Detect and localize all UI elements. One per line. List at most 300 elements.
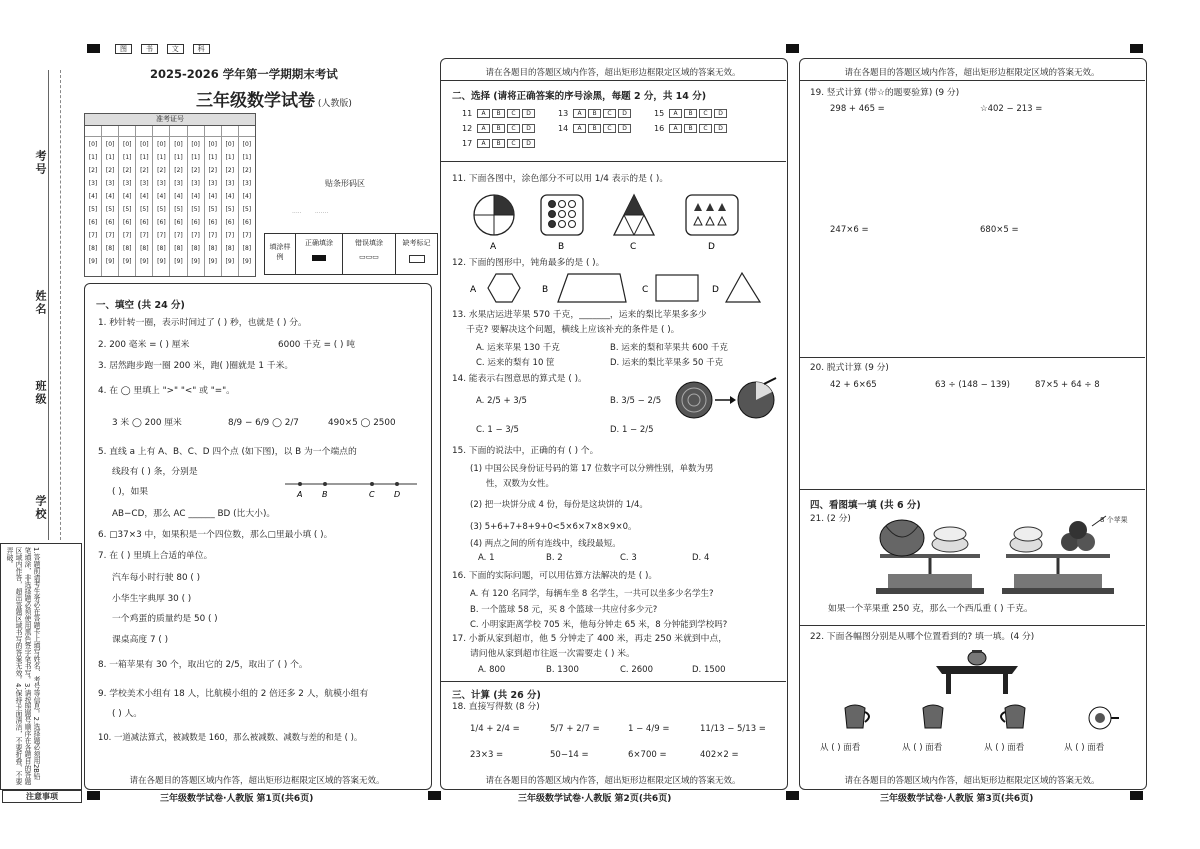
ticket-digit-bubble[interactable]: [7]	[225, 232, 235, 239]
ticket-digit-write-box[interactable]	[136, 128, 152, 137]
ticket-digit-bubble[interactable]: [1]	[242, 154, 252, 161]
table-teapot-icon	[932, 648, 1022, 698]
omr-question-number: 11	[462, 109, 473, 118]
ticket-digit-bubble[interactable]: [3]	[140, 180, 149, 187]
point-a	[298, 482, 302, 486]
omr-question	[462, 108, 536, 119]
ticket-digit-bubble[interactable]: [6]	[225, 219, 235, 226]
q15-stmt: (1) 中国公民身份证号码的第 17 位数字可以分辨性别，单数为男	[470, 464, 714, 474]
figure-b	[541, 195, 583, 235]
ticket-digit-bubble[interactable]: [5]	[242, 206, 252, 213]
ticket-digit-bubble[interactable]: [2]	[88, 167, 98, 174]
ticket-digit-bubble[interactable]: [2]	[122, 167, 132, 174]
omr-question	[462, 138, 536, 149]
q5a: 5. 直线 a 上有 A、B、C、D 四个点 (如下图)，以 B 为一个端点的	[98, 447, 357, 457]
point-label: A	[297, 490, 303, 499]
ticket-digit-bubble[interactable]: [3]	[191, 180, 200, 187]
q12-figures	[470, 271, 770, 307]
q7d: 课桌高度 7 ( )	[112, 635, 169, 645]
q4a: 3 米 ◯ 200 厘米	[112, 418, 182, 428]
omr-bubble[interactable]: B	[588, 109, 601, 118]
edition: (人教版)	[317, 99, 352, 109]
ticket-digit-bubble[interactable]: [0]	[105, 141, 115, 148]
ticket-digit-bubble[interactable]: [7]	[208, 232, 217, 239]
ticket-digit-bubble[interactable]: [3]	[225, 180, 235, 187]
ticket-digit-bubble[interactable]: [4]	[105, 193, 115, 200]
tag: 书	[141, 44, 158, 54]
area-note: 请在各题目的答题区域内作答，超出矩形边框限定区域的答案无效。	[844, 68, 1100, 78]
omr-bubble[interactable]: D	[522, 109, 535, 118]
omr-bubble[interactable]: A	[669, 109, 682, 118]
teapot-views	[835, 700, 1125, 736]
fill-wrong	[343, 234, 396, 274]
omr-question-number: 14	[558, 124, 569, 133]
ticket-digit-bubble[interactable]: [5]	[140, 206, 149, 213]
hexagon	[488, 274, 520, 302]
ticket-column	[102, 126, 119, 276]
fill-example-table	[264, 233, 438, 275]
omr-bubble[interactable]: D	[618, 109, 631, 118]
ticket-digit-bubble[interactable]: [4]	[122, 193, 132, 200]
ticket-digit-bubble[interactable]: [8]	[208, 245, 217, 252]
fig-label: D	[708, 242, 715, 252]
omr-question	[558, 123, 632, 134]
divider	[799, 80, 1145, 81]
omr-bubble[interactable]: B	[492, 109, 505, 118]
area-note: 请在各题目的答题区域内作答，超出矩形边框限定区域的答案无效。	[485, 68, 741, 78]
barcode-label: 贴条形码区	[325, 179, 365, 188]
ticket-digit-bubble[interactable]: [5]	[122, 206, 132, 213]
ticket-digit-bubble[interactable]: [3]	[122, 180, 132, 187]
q3: 3. 居然跑步跑一圈 200 米，跑( )圈就是 1 千米。	[98, 361, 294, 371]
ticket-digit-write-box[interactable]	[222, 128, 238, 137]
tag: 科	[193, 44, 210, 54]
ticket-digit-bubble[interactable]: [5]	[208, 206, 217, 213]
omr-bubble[interactable]: B	[684, 124, 697, 133]
q22: 22. 下面各幅图分别是从哪个位置看到的? 填一填。(4 分)	[810, 632, 1035, 642]
omr-bubble[interactable]: C	[507, 139, 520, 148]
omr-bubble[interactable]: D	[618, 124, 631, 133]
ticket-digit-bubble[interactable]: [4]	[157, 193, 166, 200]
q20c: 87×5 + 64 ÷ 8	[1035, 380, 1100, 390]
ticket-digit-bubble[interactable]: [0]	[208, 141, 217, 148]
ticket-digit-bubble[interactable]: [4]	[242, 193, 252, 200]
q4: 4. 在 ◯ 里填上 ">" "<" 或 "="。	[98, 386, 235, 396]
area-note: 请在各题目的答题区域内作答，超出矩形边框限定区域的答案无效。	[485, 776, 741, 786]
q6: 6. □37×3 中，如果积是一个四位数，那么□里最小填 ( )。	[98, 530, 333, 540]
q14: 14. 能表示右图意思的算式是 ( )。	[452, 374, 587, 384]
q19d: 680×5 =	[980, 225, 1019, 235]
calc-item: 6×700 =	[628, 750, 667, 760]
ticket-column	[170, 126, 187, 276]
q7c: 一个鸡蛋的质量约是 50 ( )	[112, 614, 218, 624]
ticket-digit-write-box[interactable]	[205, 128, 221, 137]
ticket-digit-bubble[interactable]: [9]	[208, 258, 217, 265]
ticket-digit-bubble[interactable]: [8]	[225, 245, 235, 252]
teapot-view-icon	[923, 705, 943, 728]
ticket-digit-bubble[interactable]: [8]	[105, 245, 115, 252]
class-label: 班级	[34, 380, 47, 406]
omr-bubble[interactable]: A	[477, 139, 490, 148]
q15-stmt: 性，双数为女性。	[486, 479, 555, 489]
omr-question-number: 13	[558, 109, 569, 118]
calc-item: 402×2 =	[700, 750, 739, 760]
ticket-digit-bubble[interactable]: [7]	[157, 232, 166, 239]
omr-bubble[interactable]: D	[522, 139, 535, 148]
ticket-label: 准考证号	[85, 114, 255, 126]
q4c: 490×5 ◯ 2500	[328, 418, 396, 428]
ticket-digit-bubble[interactable]: [4]	[140, 193, 149, 200]
omr-bubble[interactable]: A	[573, 109, 586, 118]
omr-bubble[interactable]: D	[522, 124, 535, 133]
ticket-digit-bubble[interactable]: [8]	[174, 245, 183, 252]
ticket-digit-bubble[interactable]: [1]	[174, 154, 183, 161]
omr-bubble[interactable]: D	[714, 124, 727, 133]
q10: 10. 一道减法算式，被减数是 160，那么被减数、减数与差的和是 ( )。	[98, 732, 363, 742]
ticket-digit-bubble[interactable]: [9]	[122, 258, 132, 265]
ticket-digit-bubble[interactable]: [0]	[140, 141, 149, 148]
fig-label: C	[630, 242, 637, 252]
ticket-digit-write-box[interactable]	[239, 128, 255, 137]
ticket-digit-bubble[interactable]: [3]	[174, 180, 183, 187]
point-d	[395, 482, 399, 486]
ticket-digit-bubble[interactable]: [8]	[122, 245, 132, 252]
point-label: C	[369, 490, 375, 499]
ticket-digit-bubble[interactable]: [7]	[88, 232, 98, 239]
fill-wrong-label: 错误填涂	[355, 239, 383, 247]
omr-bubble[interactable]: A	[477, 109, 490, 118]
ticket-column	[205, 126, 222, 276]
filled-box	[312, 255, 326, 261]
fig-label: D	[712, 285, 719, 295]
q15-opt: B. 2	[546, 553, 563, 563]
ticket-digit-bubble[interactable]: [7]	[105, 232, 115, 239]
teapot-view-icon	[845, 705, 869, 728]
q13b: 千克? 要解决这个问题，横线上应该补充的条件是 ( )。	[466, 325, 680, 335]
ticket-digit-bubble[interactable]: [1]	[208, 154, 217, 161]
q13-opt: A. 运来苹果 130 千克	[476, 343, 560, 353]
q16: 16. 下面的实际问题，可以用估算方法解决的是 ( )。	[452, 571, 658, 581]
ticket-digit-bubble[interactable]: [6]	[191, 219, 200, 226]
ticket-digit-bubble[interactable]: [7]	[191, 232, 200, 239]
q15-opt: C. 3	[620, 553, 637, 563]
ticket-digit-bubble[interactable]: [4]	[191, 193, 200, 200]
notice-box	[0, 543, 82, 790]
corner-mark	[786, 791, 799, 800]
ticket-digit-bubble[interactable]: [0]	[191, 141, 200, 148]
ticket-digit-bubble[interactable]: [2]	[157, 167, 166, 174]
omr-bubble[interactable]: D	[714, 109, 727, 118]
ticket-digit-bubble[interactable]: [6]	[122, 219, 132, 226]
ticket-digit-bubble[interactable]: [2]	[225, 167, 235, 174]
ticket-digit-bubble[interactable]: [8]	[191, 245, 200, 252]
omr-row	[462, 123, 782, 134]
fig-label: A	[490, 242, 497, 252]
ticket-digit-bubble[interactable]: [4]	[208, 193, 217, 200]
q2a: 2. 200 毫米 = ( ) 厘米	[98, 340, 190, 350]
ticket-digit-bubble[interactable]: [5]	[191, 206, 200, 213]
ticket-digit-bubble[interactable]: [5]	[88, 206, 98, 213]
ticket-digit-bubble[interactable]: [1]	[88, 154, 98, 161]
ticket-digit-bubble[interactable]: [0]	[88, 141, 98, 148]
ticket-digit-write-box[interactable]	[153, 128, 169, 137]
ticket-digit-bubble[interactable]: [2]	[191, 167, 200, 174]
q14-opt: D. 1 − 2/5	[610, 425, 654, 435]
ticket-digit-bubble[interactable]: [9]	[157, 258, 166, 265]
seal-line-dashed	[60, 70, 61, 540]
divider	[799, 489, 1145, 490]
calc-item: 5/7 + 2/7 =	[550, 724, 600, 734]
omr-bubble[interactable]: B	[684, 109, 697, 118]
q20: 20. 脱式计算 (9 分)	[810, 363, 889, 373]
ticket-digit-write-box[interactable]	[85, 128, 101, 137]
corner-mark	[87, 44, 100, 53]
omr-question	[654, 108, 728, 119]
area-note: 请在各题目的答题区域内作答，超出矩形边框限定区域的答案无效。	[844, 776, 1100, 786]
point-label: B	[322, 490, 328, 499]
ticket-digit-bubble[interactable]: [6]	[174, 219, 183, 226]
omr-question-number: 15	[654, 109, 665, 118]
omr-bubble[interactable]: C	[507, 109, 520, 118]
q5c: ( )，如果	[112, 487, 149, 497]
q15-opt: D. 4	[692, 553, 710, 563]
sec4-title: 四、看图填一填 (共 6 分)	[810, 500, 921, 511]
ticket-digit-bubble[interactable]: [9]	[105, 258, 115, 265]
ticket-digit-bubble[interactable]: [9]	[174, 258, 183, 265]
tag: 图	[115, 44, 132, 54]
ticket-digit-bubble[interactable]: [0]	[242, 141, 252, 148]
ticket-digit-bubble[interactable]: [8]	[242, 245, 252, 252]
q9b: ( ) 人。	[112, 709, 143, 719]
omr-bubble[interactable]: C	[603, 109, 616, 118]
q17a: 17. 小新从家到超市，他 5 分钟走了 400 米，再走 250 米就到中点，	[452, 634, 728, 644]
ticket-digit-bubble[interactable]: [9]	[191, 258, 200, 265]
q13a: 13. 水果店运进苹果 570 千克，_______，运来的梨比苹果多多少	[452, 310, 707, 320]
ticket-digit-bubble[interactable]: [7]	[140, 232, 149, 239]
omr-row	[462, 108, 782, 119]
ticket-digit-bubble[interactable]: [1]	[157, 154, 166, 161]
ticket-digit-bubble[interactable]: [9]	[225, 258, 235, 265]
ticket-digit-bubble[interactable]: [9]	[88, 258, 98, 265]
ticket-digit-bubble[interactable]: [0]	[225, 141, 235, 148]
calc-item: 50−14 =	[550, 750, 589, 760]
ticket-digit-bubble[interactable]: [1]	[105, 154, 115, 161]
omr-question	[654, 123, 728, 134]
omr-bubble[interactable]: A	[669, 124, 682, 133]
q14-opt: B. 3/5 − 2/5	[610, 396, 662, 406]
top-tags	[115, 44, 210, 54]
ticket-digit-bubble[interactable]: [4]	[88, 193, 98, 200]
ticket-digit-bubble[interactable]: [9]	[242, 258, 252, 265]
ticket-digit-bubble[interactable]: [6]	[208, 219, 217, 226]
q7: 7. 在 ( ) 里填上合适的单位。	[98, 551, 213, 561]
fig-label: C	[642, 285, 649, 295]
ticket-digit-bubble[interactable]: [5]	[174, 206, 183, 213]
q17-opt: D. 1500	[692, 665, 726, 675]
exam-title: 2025-2026 学年第一学期期末考试	[150, 67, 338, 81]
omr-bubble[interactable]: C	[699, 109, 712, 118]
ticket-digit-bubble[interactable]: [9]	[140, 258, 149, 265]
q14-opt: A. 2/5 + 3/5	[476, 396, 527, 406]
ticket-digit-bubble[interactable]: [6]	[140, 219, 149, 226]
ticket-digit-bubble[interactable]: [6]	[157, 219, 166, 226]
q20b: 63 ÷ (148 − 139)	[935, 380, 1010, 390]
point-c	[370, 482, 374, 486]
omr-bubble[interactable]: A	[477, 124, 490, 133]
ticket-grid	[84, 113, 256, 277]
ticket-digit-bubble[interactable]: [7]	[242, 232, 252, 239]
omr-bubble[interactable]: A	[573, 124, 586, 133]
sweet-potato-icon	[934, 527, 966, 541]
divider	[440, 681, 786, 682]
omr-row	[462, 138, 782, 149]
wrong-boxes: ▭▭▭	[359, 253, 379, 261]
omr-bubble[interactable]: B	[492, 139, 505, 148]
q16-opt: A. 有 120 名同学，每辆车坐 8 名学生，一共可以坐多少名学生?	[470, 589, 714, 599]
q11: 11. 下面各图中，涂色部分不可以用 1/4 表示的是 ( )。	[452, 174, 669, 184]
ticket-digit-bubble[interactable]: [7]	[174, 232, 183, 239]
q21-text: 如果一个苹果重 250 克，那么一个西瓜重 ( ) 千克。	[828, 604, 1033, 614]
ticket-digit-bubble[interactable]: [4]	[225, 193, 235, 200]
ticket-column	[222, 126, 239, 276]
ticket-digit-bubble[interactable]: [3]	[88, 180, 98, 187]
paper-title-text: 三年级数学试卷	[196, 91, 315, 111]
ticket-digit-bubble[interactable]: [3]	[208, 180, 217, 187]
q19: 19. 竖式计算 (带☆的题要验算) (9 分)	[810, 88, 960, 98]
ticket-digit-bubble[interactable]: [2]	[140, 167, 149, 174]
omr-question-number: 17	[462, 139, 473, 148]
ticket-digit-bubble[interactable]: [5]	[105, 206, 115, 213]
ticket-column	[136, 126, 153, 276]
calc-item: 1/4 + 2/4 =	[470, 724, 520, 734]
ticket-digit-bubble[interactable]: [8]	[140, 245, 149, 252]
binding-strip	[0, 40, 82, 800]
fig-label: B	[542, 285, 549, 295]
teapot-view-icon	[1089, 707, 1119, 729]
corner-mark	[87, 791, 100, 800]
page2-footer: 三年级数学试卷·人教版 第2页(共6页)	[518, 794, 672, 804]
sec2-title: 二、选择 (请将正确答案的序号涂黑，每题 2 分，共 14 分)	[452, 91, 707, 102]
point-b	[323, 482, 327, 486]
fig-label: A	[470, 285, 477, 295]
rectangle	[656, 275, 698, 301]
notice-text: 1.答题前请考生务必在答题卡上填写姓名、考号等信息。2.选择题必须用2B铅笔填涂，非选择题必须使用黑色签字笔书写。3.请按照题号顺序在各题目的答题区域内作答，超出答题区域书写的答案无效。4.保持卡面清洁，不要折叠、不要弄破。	[5, 547, 40, 785]
calc-item: 23×3 =	[470, 750, 504, 760]
fig-label: B	[558, 242, 565, 252]
q16-opt: C. 小明家距离学校 705 米，他每分钟走 65 米，8 分钟能到学校吗?	[470, 620, 728, 630]
omr-bubble[interactable]: C	[699, 124, 712, 133]
omr-bubble[interactable]: C	[507, 124, 520, 133]
sec1-title: 一、填空 (共 24 分)	[96, 300, 185, 311]
teapot-view-icon	[1001, 705, 1025, 728]
q14-opt: C. 1 − 3/5	[476, 425, 519, 435]
ticket-digit-bubble[interactable]: [2]	[242, 167, 252, 174]
ticket-digit-bubble[interactable]: [0]	[174, 141, 183, 148]
ticket-digit-write-box[interactable]	[188, 128, 204, 137]
view-answer: 从 ( ) 面看	[820, 743, 861, 753]
q16-opt: B. 一个篮球 58 元，买 8 个篮球一共应付多少元?	[470, 605, 658, 615]
q19a: 298 + 465 =	[830, 104, 885, 114]
q13-opt: D. 运来的梨比苹果多 50 千克	[610, 358, 724, 368]
q13-opt: B. 运来的梨和苹果共 600 千克	[610, 343, 728, 353]
ticket-digit-bubble[interactable]: [3]	[242, 180, 252, 187]
omr-question-number: 16	[654, 124, 665, 133]
missing-box	[409, 255, 425, 263]
ticket-digit-bubble[interactable]: [8]	[157, 245, 166, 252]
ticket-digit-bubble[interactable]: [2]	[174, 167, 183, 174]
ticket-digit-write-box[interactable]	[170, 128, 186, 137]
fill-example-label: 填涂样例	[265, 234, 296, 274]
ticket-digit-bubble[interactable]: [2]	[105, 167, 115, 174]
apples-tag: 8 个苹果	[1100, 516, 1128, 524]
omr-question	[558, 108, 632, 119]
ticket-digit-bubble[interactable]: [1]	[122, 154, 132, 161]
ticket-digit-bubble[interactable]: [0]	[122, 141, 132, 148]
view-answer: 从 ( ) 面看	[1064, 743, 1105, 753]
name-label: 姓名	[34, 290, 47, 316]
point-label: D	[394, 490, 401, 499]
omr-question-number: 12	[462, 124, 473, 133]
ticket-digit-bubble[interactable]: [1]	[191, 154, 200, 161]
ticket-digit-bubble[interactable]: [3]	[157, 180, 166, 187]
omr-bubble[interactable]: C	[603, 124, 616, 133]
area-note: 请在各题目的答题区域内作答，超出矩形边框限定区域的答案无效。	[129, 776, 385, 786]
q21: 21. (2 分)	[810, 514, 851, 524]
paper-title	[196, 86, 352, 111]
seal-line	[48, 70, 49, 540]
ticket-digit-bubble[interactable]: [1]	[140, 154, 149, 161]
divider	[440, 161, 786, 162]
ticket-digit-write-box[interactable]	[119, 128, 135, 137]
ticket-digit-bubble[interactable]: [6]	[105, 219, 115, 226]
q15: 15. 下面的说法中，正确的有 ( ) 个。	[452, 446, 599, 456]
corner-mark	[1130, 791, 1143, 800]
q11-figures	[468, 193, 758, 253]
ticket-column	[85, 126, 102, 276]
q5b: 线段有 ( ) 条，分别是	[112, 467, 198, 477]
omr-bubble[interactable]: B	[588, 124, 601, 133]
figure-a	[474, 195, 514, 235]
ticket-digit-bubble[interactable]: [5]	[225, 206, 235, 213]
ticket-digit-bubble[interactable]: [4]	[174, 193, 183, 200]
calc-item: 1 − 4/9 =	[628, 724, 670, 734]
q15-stmt: (3) 5+6+7+8+9+0<5×6×7×8×9×0。	[470, 522, 637, 532]
ticket-digit-bubble[interactable]: [7]	[122, 232, 132, 239]
q12: 12. 下面的图形中，钝角最多的是 ( )。	[452, 258, 605, 268]
figure-c	[614, 195, 654, 235]
ticket-digit-bubble[interactable]: [2]	[208, 167, 217, 174]
ticket-digit-bubble[interactable]: [6]	[242, 219, 252, 226]
ticket-digit-bubble[interactable]: [6]	[88, 219, 98, 226]
ticket-column	[119, 126, 136, 276]
corner-mark	[1130, 44, 1143, 53]
ticket-digit-bubble[interactable]: [8]	[88, 245, 98, 252]
apple-icon	[1069, 521, 1087, 539]
ticket-digit-bubble[interactable]: [0]	[157, 141, 166, 148]
ticket-digit-bubble[interactable]: [1]	[225, 154, 235, 161]
ticket-digit-write-box[interactable]	[102, 128, 118, 137]
ticket-digit-bubble[interactable]: [3]	[105, 180, 115, 187]
fill-missing-label: 缺考标记	[402, 239, 431, 247]
q8: 8. 一箱苹果有 30 个，取出它的 2/5，取出了 ( ) 个。	[98, 660, 308, 670]
ticket-digit-bubble[interactable]: [5]	[157, 206, 166, 213]
omr-question	[462, 123, 536, 134]
q19c: 247×6 =	[830, 225, 869, 235]
q15-opt: A. 1	[478, 553, 495, 563]
corner-mark	[428, 791, 441, 800]
q17-opt: B. 1300	[546, 665, 579, 675]
omr-bubble[interactable]: B	[492, 124, 505, 133]
